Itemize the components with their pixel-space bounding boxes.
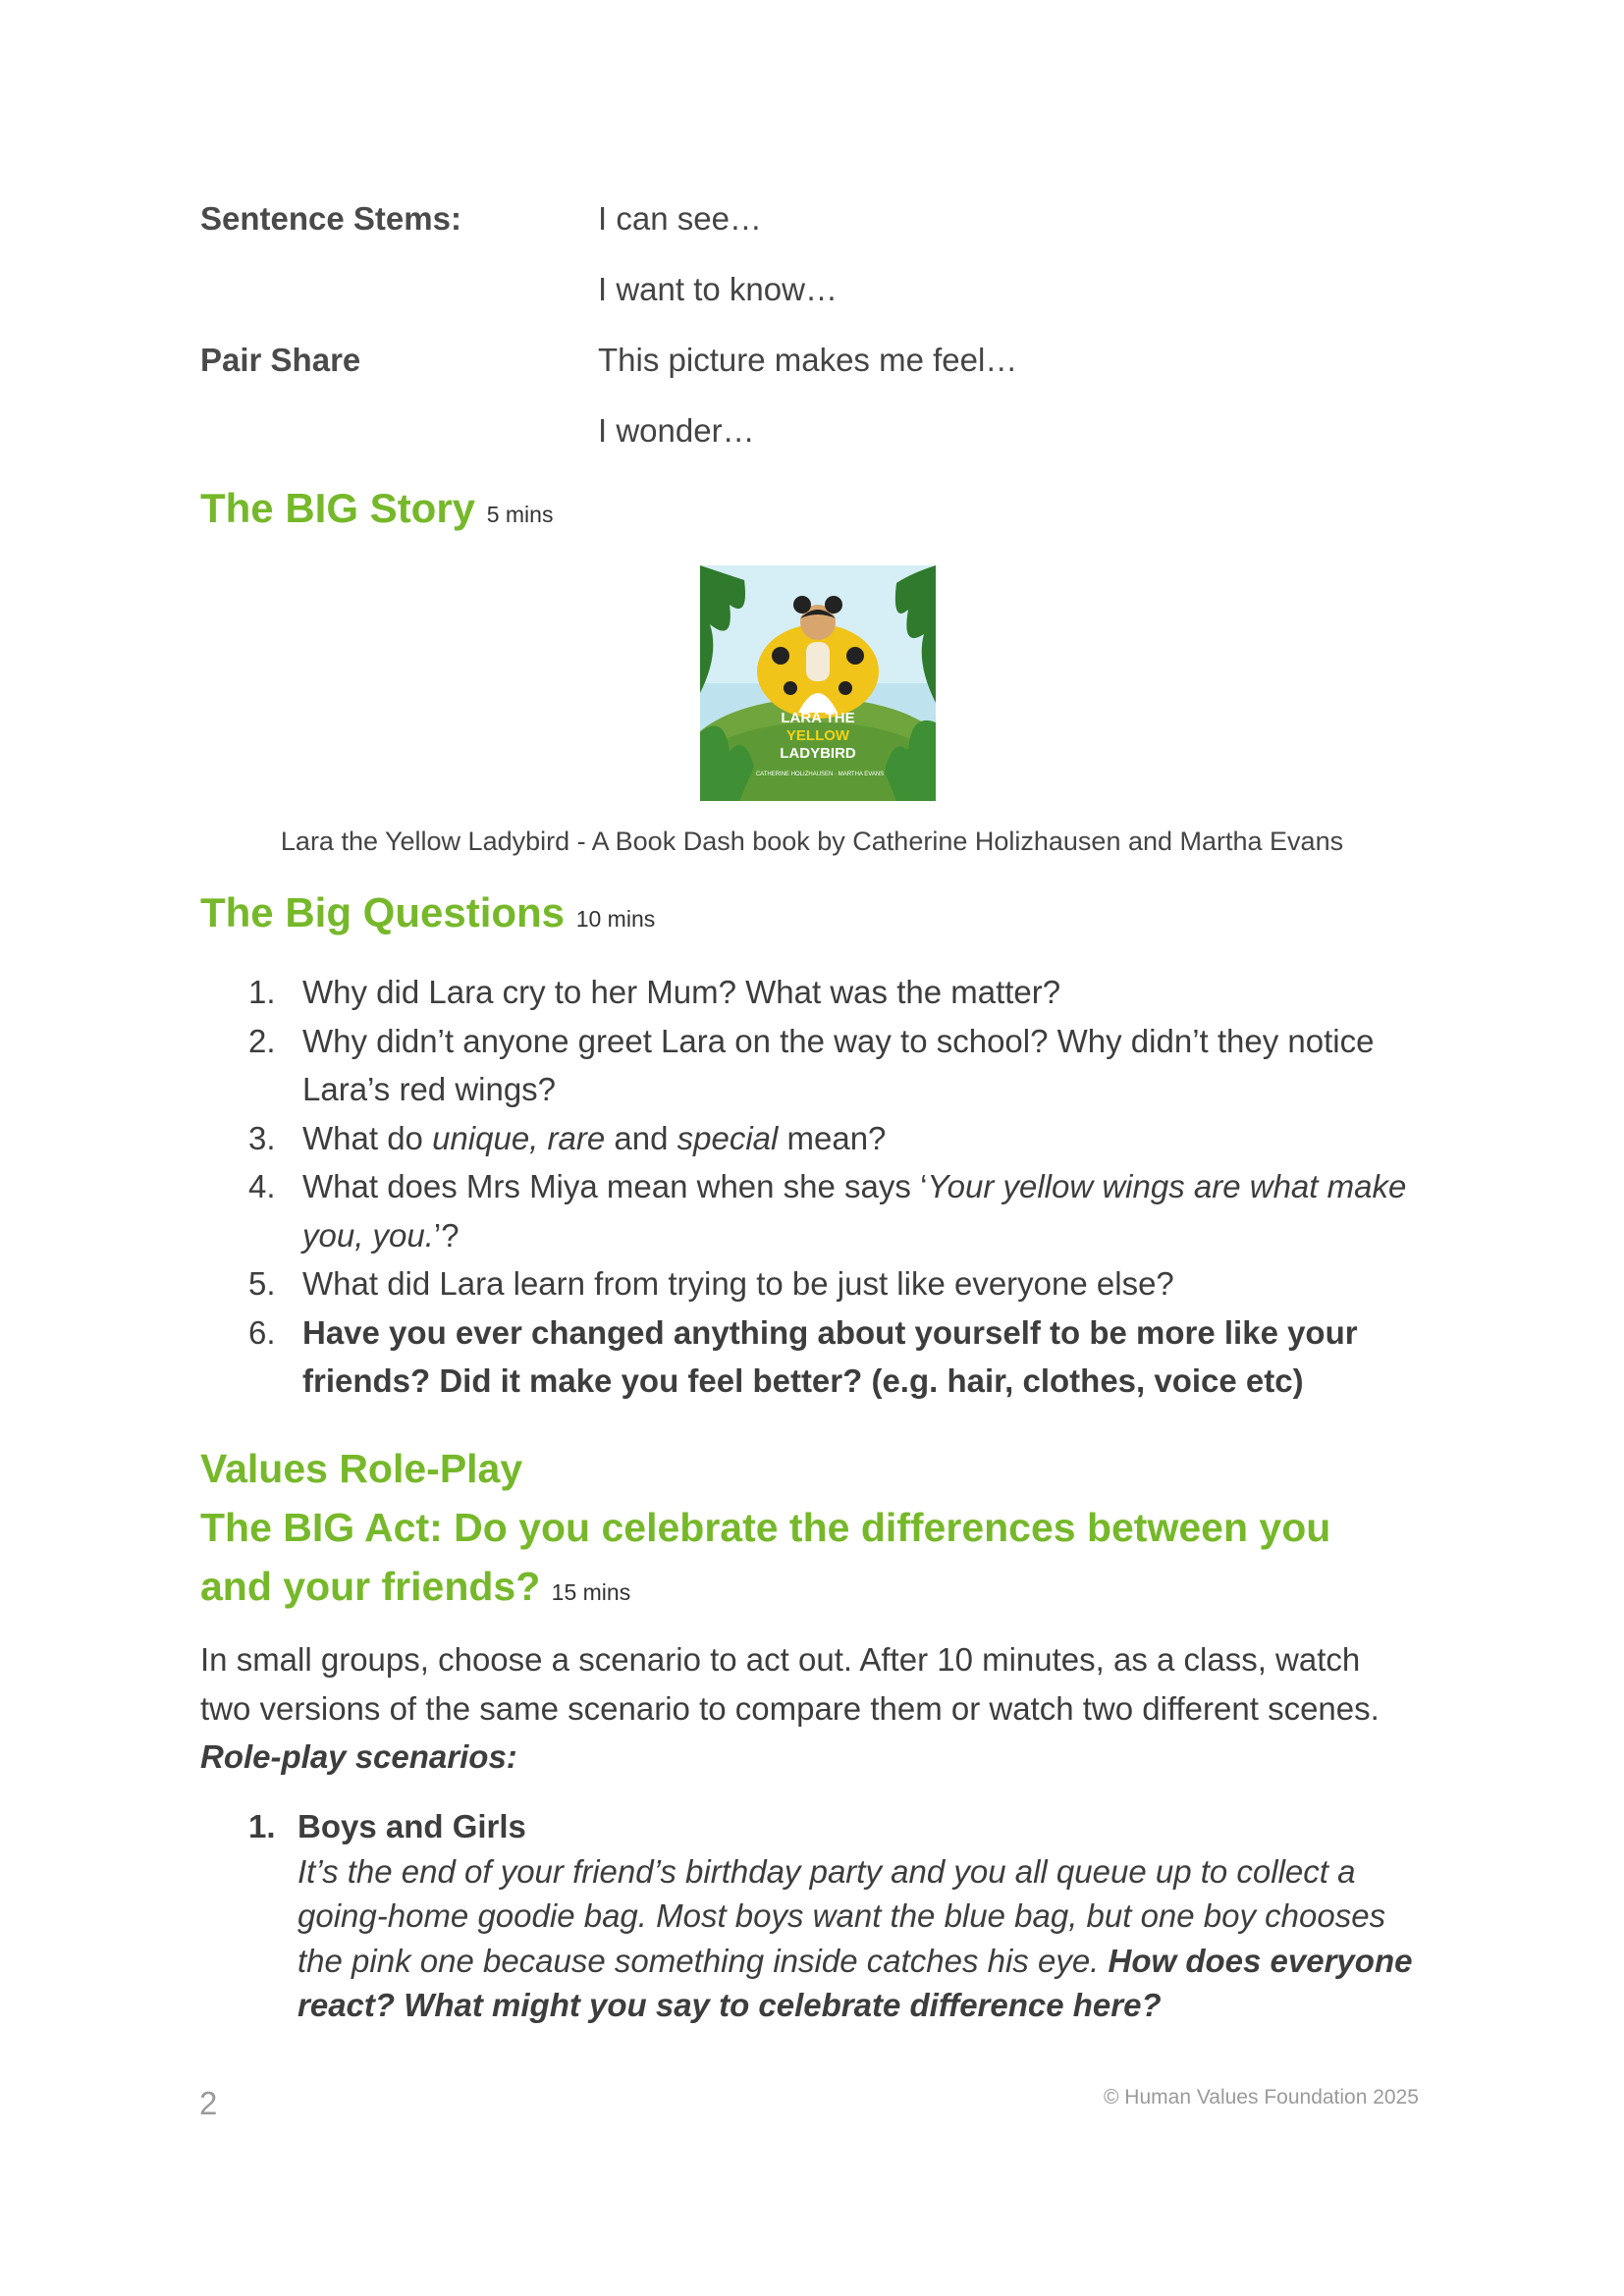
list-item: 2. Why didn’t anyone greet Lara on the way to school? Why didn’t they notice Lara’s red wings? xyxy=(248,1017,1456,1114)
question-5: What did Lara learn from trying to be just like everyone else? xyxy=(302,1265,1174,1302)
big-story-heading xyxy=(200,485,553,532)
big-act-title: The BIG Act: Do you celebrate the differences between you xyxy=(200,1505,1331,1550)
big-act-title-cont: and your friends? xyxy=(200,1564,541,1609)
page-number: 2 xyxy=(199,2085,218,2121)
cover-title-line: YELLOW xyxy=(785,727,850,744)
questions-list xyxy=(248,968,1456,1406)
stem-line: I wonder… xyxy=(598,412,755,449)
book-cover-image xyxy=(700,565,936,801)
cover-title-line: LARA THE xyxy=(781,710,855,726)
question-1: Why did Lara cry to her Mum? What was the matter? xyxy=(302,974,1061,1010)
question-3: What do unique, rare and special mean? xyxy=(302,1119,887,1156)
copyright-notice: © Human Values Foundation 2025 xyxy=(1104,2086,1419,2109)
role-play-heading xyxy=(200,1439,1330,1622)
sentence-stems-label: Sentence Stems: xyxy=(200,200,461,237)
scenario-1: 1. Boys and Girls It’s the end of your friend’s birthday party and you all queue up to collect a going-home goodie bag. Most boys want the blue bag, but one boy chooses the pink one because something inside catches his eye. How does everyone react? What might you say to celebrate difference here? xyxy=(248,1804,1476,2028)
question-2: Why didn’t anyone greet Lara on the way to school? Why didn’t they notice Lara’s red wings? xyxy=(302,1022,1375,1107)
list-item: 1. Why did Lara cry to her Mum? What was the matter? xyxy=(248,968,1456,1017)
big-questions-mins: 10 mins xyxy=(575,906,656,932)
cover-title-line: LADYBIRD xyxy=(780,745,856,762)
big-story-mins: 5 mins xyxy=(486,502,554,527)
stem-line: I can see… xyxy=(598,200,762,237)
stem-line: This picture makes me feel… xyxy=(598,342,1018,378)
list-item: 4. What does Mrs Miya mean when she says ‘Your yellow wings are what make you, you.’? xyxy=(248,1162,1456,1259)
list-item: 6. Have you ever changed anything about yourself to be more like your friends? Did it make you feel better? (e.g. hair, clothes, voice etc) xyxy=(248,1308,1456,1406)
role-play-mins: 15 mins xyxy=(551,1579,631,1605)
role-play-intro: In small groups, choose a scenario to act out. After 10 minutes, as a class, watch two versions of the same scenario to compare them or watch two different scenes. Role-play scenarios: xyxy=(200,1635,1477,1782)
pair-share-label: Pair Share xyxy=(200,342,361,378)
list-item: 3. What do unique, rare and special mean? xyxy=(248,1114,1456,1163)
scenario-1-text: It’s the end of your friend’s birthday party and you all queue up to collect a going-home goodie bag. Most boys want the blue bag, but one boy chooses the pink one because something inside catches his eye. How does everyone react? What might you say to celebrate difference here? xyxy=(298,1852,1413,2023)
question-4: What does Mrs Miya mean when she says ‘Your yellow wings are what make you, you.’? xyxy=(302,1168,1407,1254)
big-story-title: The BIG Story xyxy=(200,485,476,531)
book-caption: Lara the Yellow Ladybird - A Book Dash book by Catherine Holizhausen and Martha Evans xyxy=(280,827,1344,856)
cover-credits: CATHERINE HOLIZHAUSEN · MARTHA EVANS xyxy=(755,772,885,777)
question-6: Have you ever changed anything about yourself to be more like your friends? Did it make you feel better? (e.g. hair, clothes, voice etc) xyxy=(302,1313,1358,1399)
list-item: 5. What did Lara learn from trying to be just like everyone else? xyxy=(248,1259,1456,1308)
stem-line: I want to know… xyxy=(598,271,838,307)
scenarios-label: Role-play scenarios: xyxy=(200,1738,517,1775)
values-role-play-title: Values Role-Play xyxy=(200,1446,523,1491)
big-questions-heading xyxy=(200,889,655,936)
big-questions-title: The Big Questions xyxy=(200,889,566,935)
scenario-1-title: Boys and Girls xyxy=(298,1808,526,1844)
